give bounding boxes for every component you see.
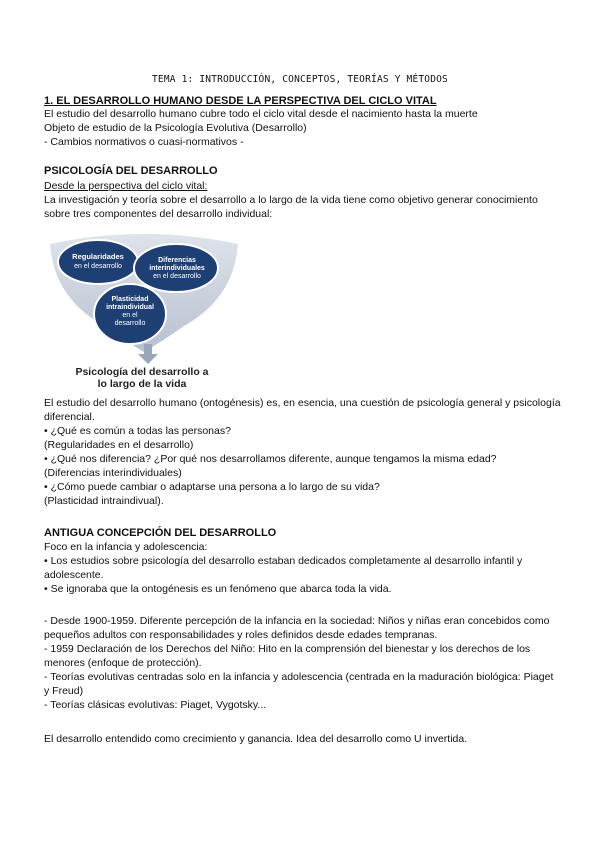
circle3-text: en el: [122, 312, 138, 319]
section1-line: Objeto de estudio de la Psicología Evolutiva (Desarrollo): [44, 122, 307, 134]
section3-line: • ¿Cómo puede cambiar o adaptarse una persona a lo largo de su vida?: [44, 481, 380, 493]
development-diagram: [44, 228, 244, 388]
section1-line: - Cambios normativos o cuasi-normativos -: [44, 136, 244, 148]
section4-heading: ANTIGUA CONCEPCIÓN DEL DESARROLLO: [44, 527, 277, 539]
section4-list-line: - Desde 1900-1959. Diferente percepción de la infancia en la sociedad: Niños y niñas eran concebidos como: [44, 615, 550, 627]
circle1-text: Regularidades: [72, 252, 124, 261]
section4-line: • Los estudios sobre psicología del desarrollo estaban dedicados completamente al desarrollo infantil y: [44, 555, 523, 567]
section1-line: El estudio del desarrollo humano cubre todo el ciclo vital desde el nacimiento hasta la muerte: [44, 108, 478, 120]
circle3-text: desarrollo: [114, 320, 146, 327]
section4-list-line: y Freud): [44, 685, 84, 697]
circle2-text: interindividuales: [149, 265, 205, 272]
section4-line: • Se ignoraba que la ontogénesis es un fenómeno que abarca toda la vida.: [44, 583, 392, 595]
section3-line: (Diferencias interindividuales): [44, 467, 182, 479]
page-title: TEMA 1: INTRODUCCIÓN, CONCEPTOS, TEORÍAS Y MÉTODOS: [152, 74, 448, 85]
section2-intro-line: sobre tres componentes del desarrollo individual:: [44, 208, 273, 220]
section3-line: • ¿Qué nos diferencia? ¿Por qué nos desarrollamos diferente, aunque tengamos la misma edad?: [44, 453, 497, 465]
diagram-caption: Psicología del desarrollo a: [75, 366, 209, 378]
section2-heading: PSICOLOGÍA DEL DESARROLLO: [44, 165, 218, 177]
section4-list-line: - Teorías clásicas evolutivas: Piaget, Vygotsky...: [44, 699, 267, 711]
section3-line: El estudio del desarrollo humano (ontogénesis) es, en esencia, una cuestión de psicología general y psicología: [44, 397, 561, 409]
section4-list-line: - 1959 Declaración de los Derechos del Niño: Hito en la comprensión del bienestar y los derechos de los: [44, 643, 531, 655]
diagram-caption: lo largo de la vida: [97, 378, 187, 390]
circle1-text: en el desarrollo: [74, 263, 122, 270]
section2-subheading: Desde la perspectiva del ciclo vital:: [44, 180, 208, 192]
section4-closing: El desarrollo entendido como crecimiento y ganancia. Idea del desarrollo como U invertida.: [44, 733, 468, 745]
section3-line: (Regularidades en el desarrollo): [44, 439, 194, 451]
section4-list-line: menores (enfoque de protección).: [44, 657, 202, 669]
circle2-text: Diferencias: [158, 257, 196, 264]
section3-line: diferencial.: [44, 411, 95, 423]
section4-line: Foco en la infancia y adolescencia:: [44, 541, 208, 553]
section4-list-line: - Teorías evolutivas centradas solo en la infancia y adolescencia (centrada en la maduración biológica: Piaget: [44, 671, 554, 683]
circle2-text: en el desarrollo: [153, 273, 201, 280]
section1-heading: 1. EL DESARROLLO HUMANO DESDE LA PERSPECTIVA DEL CICLO VITAL: [44, 95, 437, 107]
section2-intro-line: La investigación y teoría sobre el desarrollo a lo largo de la vida tiene como objetivo generar conocimiento: [44, 194, 538, 206]
section3-line: (Plasticidad intraindivual).: [44, 495, 164, 507]
circle3-text: Plasticidad: [111, 296, 149, 303]
section3-line: • ¿Qué es común a todas las personas?: [44, 425, 231, 437]
circle3-text: intraindividual: [106, 304, 154, 311]
circle-regularidades: [58, 240, 138, 284]
section4-line: adolescente.: [44, 569, 104, 581]
section4-list-line: pequeños adultos con responsabilidades y roles definidos desde edades tempranas.: [44, 629, 438, 641]
